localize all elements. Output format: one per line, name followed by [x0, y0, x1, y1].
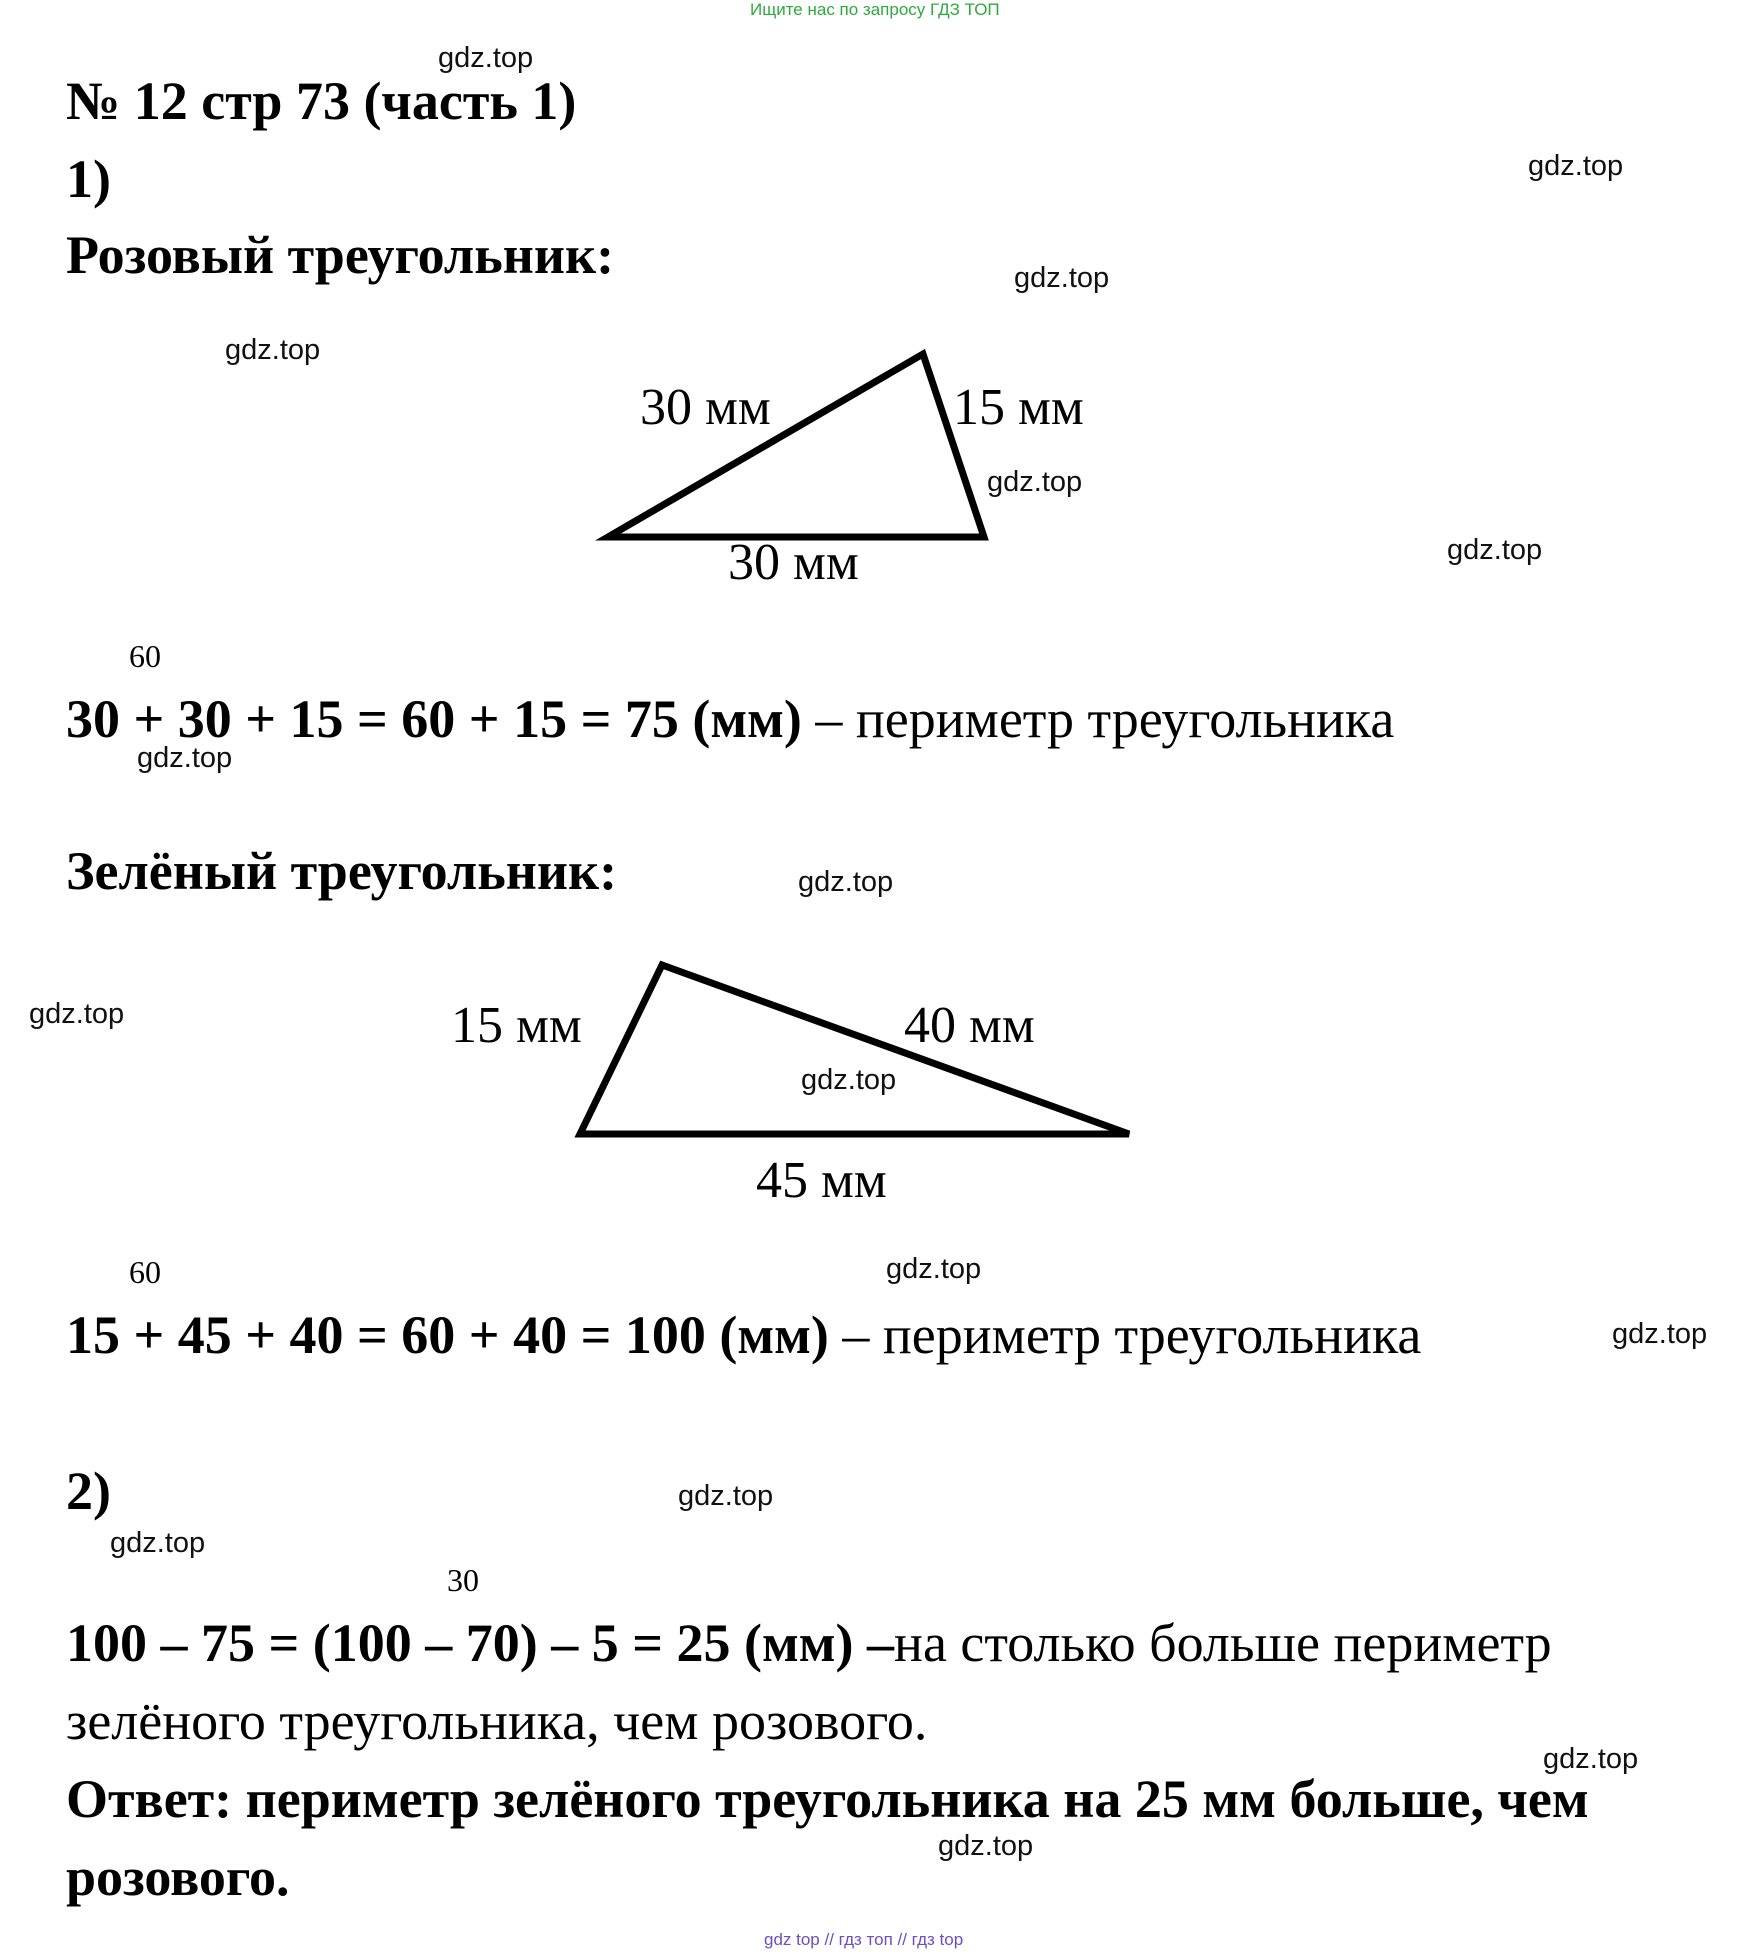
- part2-line2: зелёного треугольника, чем розового.: [66, 1691, 928, 1751]
- answer-line1: Ответ: периметр зелёного треугольника на 25 мм больше, чем: [66, 1769, 1589, 1829]
- part2-annotation: 30: [447, 1562, 479, 1598]
- part1-label: 1): [66, 149, 111, 209]
- pink-side-right: 15 мм: [953, 379, 1084, 436]
- pink-equation: [66, 688, 1394, 750]
- watermark: gdz.top: [438, 42, 534, 74]
- watermark: gdz.top: [29, 998, 125, 1030]
- green-equation: [66, 1304, 1421, 1366]
- watermark: gdz.top: [801, 1064, 897, 1096]
- part2-equation-main: 100 – 75 = (100 – 70) – 5 = 25 (мм) –: [66, 1613, 895, 1673]
- watermark: gdz.top: [1528, 150, 1624, 182]
- green-equation-main: 15 + 45 + 40 = 60 + 40 = 100 (мм): [66, 1305, 829, 1365]
- green-side-bottom: 45 мм: [756, 1152, 887, 1209]
- watermark: gdz.top: [678, 1480, 774, 1512]
- watermark: gdz.top: [938, 1830, 1034, 1862]
- answer-line2: розового.: [66, 1847, 290, 1907]
- watermark: gdz.top: [110, 1527, 206, 1559]
- green-equation-caption: – периметр треугольника: [828, 1305, 1422, 1365]
- green-side-left: 15 мм: [451, 997, 582, 1054]
- pink-side-bottom: 30 мм: [728, 534, 859, 591]
- watermark: gdz.top: [886, 1253, 982, 1285]
- green-side-right: 40 мм: [904, 997, 1035, 1054]
- part2-equation-caption: на столько больше периметр: [894, 1613, 1552, 1673]
- part2-equation: [66, 1612, 1552, 1674]
- watermark: gdz.top: [225, 334, 321, 366]
- watermark: gdz.top: [798, 866, 894, 898]
- green-triangle: [580, 965, 1129, 1134]
- top-banner: Ищите нас по запросу ГДЗ ТОП: [750, 0, 1000, 19]
- watermark: gdz.top: [137, 742, 233, 774]
- part2-label: 2): [66, 1461, 111, 1521]
- green-heading: Зелёный треугольник:: [66, 841, 618, 901]
- pink-side-left: 30 мм: [640, 379, 771, 436]
- pink-annotation: 60: [129, 638, 161, 674]
- watermark: gdz.top: [1447, 534, 1543, 566]
- bottom-banner: gdz top // гдз топ // гдз top: [764, 1930, 964, 1949]
- watermark: gdz.top: [1543, 1743, 1639, 1775]
- pink-heading: Розовый треугольник:: [66, 225, 615, 285]
- watermark: gdz.top: [1612, 1318, 1708, 1350]
- pink-equation-main: 30 + 30 + 15 = 60 + 15 = 75 (мм): [66, 689, 802, 749]
- pink-equation-caption: – периметр треугольника: [801, 689, 1395, 749]
- page-title: № 12 стр 73 (часть 1): [66, 71, 577, 131]
- green-annotation: 60: [129, 1254, 161, 1290]
- watermark: gdz.top: [1014, 262, 1110, 294]
- watermark: gdz.top: [987, 466, 1083, 498]
